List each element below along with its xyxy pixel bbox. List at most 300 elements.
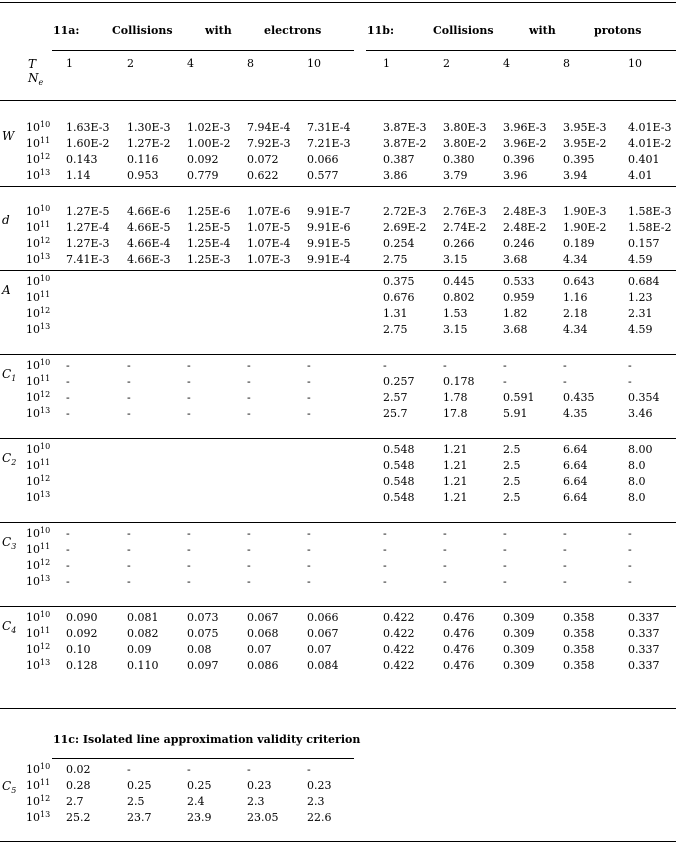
cell-validity: -: [187, 763, 191, 776]
cell-protons: 1.90E-3: [563, 205, 607, 218]
cell-protons: 1.16: [563, 291, 588, 304]
cell-protons: 0.548: [383, 443, 415, 456]
cell-protons: 6.64: [563, 443, 588, 456]
temperature-header-a: 2: [127, 57, 134, 70]
cell-protons: 3.79: [443, 169, 468, 182]
cell-electrons: 0.143: [66, 153, 98, 166]
cell-protons: -: [563, 375, 567, 388]
cell-validity: 0.23: [307, 779, 332, 792]
cell-electrons: 0.086: [247, 659, 279, 672]
cell-protons: 0.309: [503, 611, 535, 624]
cell-protons: 4.59: [628, 253, 653, 266]
cell-electrons: 0.084: [307, 659, 339, 672]
density-label: $10^{10}$: [26, 274, 51, 288]
cell-protons: 2.57: [383, 391, 408, 404]
row-group-label: A: [2, 283, 11, 297]
cell-electrons: 0.953: [127, 169, 159, 182]
cell-protons: -: [628, 559, 632, 572]
cell-protons: -: [383, 359, 387, 372]
cell-protons: 0.309: [503, 643, 535, 656]
cell-protons: 3.87E-2: [383, 137, 427, 150]
cell-protons: 2.5: [503, 443, 521, 456]
cell-electrons: 9.91E-4: [307, 253, 351, 266]
cell-protons: 0.254: [383, 237, 415, 250]
cell-electrons: -: [127, 527, 131, 540]
cell-electrons: -: [127, 543, 131, 556]
cell-protons: 0.354: [628, 391, 660, 404]
cell-electrons: 0.116: [127, 153, 159, 166]
density-label: $10^{12}$: [26, 642, 51, 656]
cell-electrons: -: [307, 391, 311, 404]
cell-protons: -: [503, 575, 507, 588]
cell-protons: 0.396: [503, 153, 535, 166]
cell-protons: 8.0: [628, 459, 646, 472]
cell-protons: 0.337: [628, 627, 660, 640]
cell-electrons: 1.25E-3: [187, 253, 231, 266]
cell-protons: 2.5: [503, 459, 521, 472]
cell-electrons: -: [307, 543, 311, 556]
cell-protons: 0.246: [503, 237, 535, 250]
cell-protons: 0.422: [383, 643, 415, 656]
cell-protons: 3.15: [443, 323, 468, 336]
cell-electrons: 1.30E-3: [127, 121, 171, 134]
density-label: $10^{11}$: [26, 136, 51, 150]
cell-electrons: -: [247, 559, 251, 572]
cell-protons: 1.21: [443, 475, 468, 488]
top-rule: [0, 2, 676, 3]
cell-protons: 1.58E-2: [628, 221, 672, 234]
cell-protons: 6.64: [563, 475, 588, 488]
density-label: $10^{13}$: [26, 490, 51, 504]
cell-electrons: -: [307, 359, 311, 372]
row-group-label: $C_3$: [2, 535, 17, 551]
cell-protons: 0.445: [443, 275, 475, 288]
cell-protons: 1.90E-2: [563, 221, 607, 234]
cell-protons: -: [503, 375, 507, 388]
cell-electrons: -: [187, 543, 191, 556]
cell-protons: 3.68: [503, 323, 528, 336]
cell-protons: 3.96E-3: [503, 121, 547, 134]
cell-protons: 1.23: [628, 291, 653, 304]
cell-protons: 0.375: [383, 275, 415, 288]
temperature-header-a: 1: [66, 57, 73, 70]
cell-electrons: -: [247, 543, 251, 556]
cell-electrons: 0.092: [187, 153, 219, 166]
cell-protons: 0.178: [443, 375, 475, 388]
cell-protons: -: [563, 543, 567, 556]
col-label-temperature: T: [28, 57, 37, 71]
block-rule: [0, 354, 676, 355]
cell-protons: -: [628, 543, 632, 556]
cell-protons: 1.31: [383, 307, 408, 320]
cell-electrons: 0.092: [66, 627, 98, 640]
cell-protons: 3.68: [503, 253, 528, 266]
cell-electrons: 1.27E-4: [66, 221, 110, 234]
cell-protons: -: [563, 575, 567, 588]
density-label: $10^{12}$: [26, 474, 51, 488]
cell-electrons: 4.66E-6: [127, 205, 171, 218]
cell-validity: 2.4: [187, 795, 205, 808]
density-label: $10^{10}$: [26, 762, 51, 776]
cell-electrons: 1.02E-3: [187, 121, 231, 134]
cell-electrons: 0.090: [66, 611, 98, 624]
cell-protons: 0.548: [383, 491, 415, 504]
cell-protons: -: [503, 359, 507, 372]
cell-protons: 2.76E-3: [443, 205, 487, 218]
cell-protons: 3.86: [383, 169, 408, 182]
cell-electrons: -: [127, 375, 131, 388]
cell-protons: 0.309: [503, 627, 535, 640]
cell-electrons: -: [307, 559, 311, 572]
density-label: $10^{11}$: [26, 542, 51, 556]
temperature-header-b: 4: [503, 57, 510, 70]
cell-protons: 0.548: [383, 475, 415, 488]
block-rule: [0, 438, 676, 439]
cell-electrons: -: [127, 391, 131, 404]
cell-protons: 0.476: [443, 627, 475, 640]
cell-electrons: 1.27E-5: [66, 205, 110, 218]
cell-protons: 4.01E-3: [628, 121, 672, 134]
cell-protons: 0.684: [628, 275, 660, 288]
cell-electrons: 0.082: [127, 627, 159, 640]
cell-protons: 4.01E-2: [628, 137, 672, 150]
cell-protons: 4.34: [563, 253, 588, 266]
cell-protons: 2.48E-3: [503, 205, 547, 218]
cell-protons: 3.80E-2: [443, 137, 487, 150]
cell-electrons: -: [66, 527, 70, 540]
temperature-header-a: 10: [307, 57, 321, 70]
density-label: $10^{11}$: [26, 220, 51, 234]
temperature-header-a: 8: [247, 57, 254, 70]
cell-protons: 0.548: [383, 459, 415, 472]
cell-validity: 23.7: [127, 811, 152, 824]
cell-validity: 25.2: [66, 811, 91, 824]
cell-electrons: 0.067: [307, 627, 339, 640]
cell-protons: 3.15: [443, 253, 468, 266]
group-a-word-3: electrons: [264, 24, 322, 37]
density-label: $10^{13}$: [26, 322, 51, 336]
cell-protons: 3.95E-2: [563, 137, 607, 150]
cell-electrons: -: [66, 391, 70, 404]
cell-protons: 0.157: [628, 237, 660, 250]
cell-protons: 3.87E-3: [383, 121, 427, 134]
density-label: $10^{11}$: [26, 290, 51, 304]
col-label-density: $N_e$: [28, 71, 44, 87]
cell-electrons: -: [127, 575, 131, 588]
cell-validity: 2.3: [307, 795, 325, 808]
cell-electrons: 1.07E-6: [247, 205, 291, 218]
cell-electrons: 4.66E-5: [127, 221, 171, 234]
density-label: $10^{13}$: [26, 168, 51, 182]
density-label: $10^{11}$: [26, 778, 51, 792]
cell-electrons: 7.92E-3: [247, 137, 291, 150]
cell-protons: -: [383, 559, 387, 572]
cell-protons: 1.21: [443, 491, 468, 504]
cell-protons: 2.18: [563, 307, 588, 320]
cell-electrons: -: [307, 527, 311, 540]
cell-protons: 6.64: [563, 459, 588, 472]
cell-protons: 0.401: [628, 153, 660, 166]
cell-validity: 23.9: [187, 811, 212, 824]
cell-electrons: 7.41E-3: [66, 253, 110, 266]
cell-electrons: -: [187, 391, 191, 404]
cell-electrons: 0.072: [247, 153, 279, 166]
cell-electrons: 0.073: [187, 611, 219, 624]
cell-electrons: 0.066: [307, 611, 339, 624]
cell-protons: 0.380: [443, 153, 475, 166]
cell-protons: 2.69E-2: [383, 221, 427, 234]
cell-protons: -: [443, 559, 447, 572]
cell-electrons: 1.00E-2: [187, 137, 231, 150]
cell-protons: 1.82: [503, 307, 528, 320]
group-a-word-2: with: [205, 24, 232, 37]
cell-electrons: 0.07: [307, 643, 332, 656]
cell-protons: 3.96E-2: [503, 137, 547, 150]
cell-protons: 0.358: [563, 627, 595, 640]
cell-electrons: -: [307, 375, 311, 388]
cell-validity: 23.05: [247, 811, 279, 824]
cell-electrons: 4.66E-3: [127, 253, 171, 266]
cell-protons: 0.358: [563, 611, 595, 624]
cell-electrons: 1.07E-4: [247, 237, 291, 250]
block-rule: [0, 270, 676, 271]
cell-electrons: 9.91E-7: [307, 205, 351, 218]
cell-protons: -: [563, 559, 567, 572]
density-label: $10^{13}$: [26, 810, 51, 824]
cell-protons: 4.59: [628, 323, 653, 336]
cell-protons: 1.21: [443, 443, 468, 456]
cell-electrons: 0.09: [127, 643, 152, 656]
cell-protons: 0.959: [503, 291, 535, 304]
cell-protons: 4.35: [563, 407, 588, 420]
temperature-header-b: 10: [628, 57, 642, 70]
cell-electrons: 9.91E-5: [307, 237, 351, 250]
cell-electrons: 1.27E-2: [127, 137, 171, 150]
cell-electrons: 0.08: [187, 643, 212, 656]
group-b-word-3: protons: [594, 24, 642, 37]
group-c-rule: [52, 758, 354, 759]
temperature-header-b: 1: [383, 57, 390, 70]
cell-protons: 6.64: [563, 491, 588, 504]
cell-electrons: 9.91E-6: [307, 221, 351, 234]
row-group-label: d: [2, 213, 10, 227]
cell-protons: 0.266: [443, 237, 475, 250]
cell-electrons: 0.128: [66, 659, 98, 672]
density-label: $10^{12}$: [26, 794, 51, 808]
cell-protons: 2.5: [503, 475, 521, 488]
block-rule: [0, 522, 676, 523]
group-b-id: 11b:: [367, 24, 395, 37]
cell-electrons: -: [66, 559, 70, 572]
cell-electrons: 0.075: [187, 627, 219, 640]
cell-protons: 2.5: [503, 491, 521, 504]
cell-electrons: -: [187, 527, 191, 540]
cell-protons: 0.591: [503, 391, 535, 404]
group-b-word-2: with: [529, 24, 556, 37]
cell-electrons: 0.081: [127, 611, 159, 624]
cell-protons: 0.676: [383, 291, 415, 304]
density-label: $10^{12}$: [26, 236, 51, 250]
cell-electrons: 1.25E-6: [187, 205, 231, 218]
density-label: $10^{13}$: [26, 252, 51, 266]
cell-protons: 3.95E-3: [563, 121, 607, 134]
cell-electrons: 1.27E-3: [66, 237, 110, 250]
cell-electrons: 4.66E-4: [127, 237, 171, 250]
cell-protons: -: [503, 543, 507, 556]
cell-electrons: 0.110: [127, 659, 159, 672]
cell-electrons: -: [247, 407, 251, 420]
cell-protons: 8.00: [628, 443, 653, 456]
cell-protons: 0.435: [563, 391, 595, 404]
cell-protons: -: [503, 559, 507, 572]
cell-electrons: -: [66, 575, 70, 588]
cell-protons: -: [443, 543, 447, 556]
cell-protons: -: [443, 575, 447, 588]
cell-protons: 1.58E-3: [628, 205, 672, 218]
cell-protons: 1.78: [443, 391, 468, 404]
cell-electrons: 1.25E-5: [187, 221, 231, 234]
cell-protons: 0.358: [563, 643, 595, 656]
density-label: $10^{12}$: [26, 306, 51, 320]
row-group-label: $C_4$: [2, 619, 17, 635]
cell-validity: -: [247, 763, 251, 776]
group-b-word-1: Collisions: [433, 24, 494, 37]
temperature-header-b: 2: [443, 57, 450, 70]
group-a-rule: [52, 50, 354, 51]
cell-protons: 0.476: [443, 659, 475, 672]
cell-electrons: 0.779: [187, 169, 219, 182]
cell-protons: 1.21: [443, 459, 468, 472]
bottom-rule: [0, 841, 676, 842]
cell-protons: 8.0: [628, 475, 646, 488]
cell-protons: 3.46: [628, 407, 653, 420]
density-label: $10^{10}$: [26, 358, 51, 372]
cell-protons: 0.533: [503, 275, 535, 288]
cell-electrons: -: [66, 543, 70, 556]
cell-protons: 3.94: [563, 169, 588, 182]
cell-validity: -: [307, 763, 311, 776]
cell-electrons: 1.07E-3: [247, 253, 291, 266]
cell-protons: -: [628, 527, 632, 540]
cell-validity: 0.25: [187, 779, 212, 792]
cell-electrons: 1.60E-2: [66, 137, 110, 150]
cell-protons: 0.387: [383, 153, 415, 166]
cell-protons: -: [563, 527, 567, 540]
cell-electrons: 1.25E-4: [187, 237, 231, 250]
cell-electrons: -: [66, 375, 70, 388]
cell-electrons: -: [187, 375, 191, 388]
cell-protons: 0.476: [443, 643, 475, 656]
cell-validity: -: [127, 763, 131, 776]
cell-electrons: -: [66, 407, 70, 420]
density-label: $10^{10}$: [26, 610, 51, 624]
cell-electrons: 7.31E-4: [307, 121, 351, 134]
cell-protons: -: [383, 527, 387, 540]
cell-protons: 0.189: [563, 237, 595, 250]
cell-protons: 5.91: [503, 407, 528, 420]
cell-protons: 0.358: [563, 659, 595, 672]
cell-protons: 0.422: [383, 659, 415, 672]
temperature-header-a: 4: [187, 57, 194, 70]
cell-protons: 25.7: [383, 407, 408, 420]
header-rule: [0, 100, 676, 101]
block-rule: [0, 186, 676, 187]
density-label: $10^{11}$: [26, 626, 51, 640]
density-label: $10^{13}$: [26, 574, 51, 588]
cell-electrons: 0.10: [66, 643, 91, 656]
cell-validity: 0.28: [66, 779, 91, 792]
temperature-header-b: 8: [563, 57, 570, 70]
cell-protons: 0.337: [628, 611, 660, 624]
cell-protons: 0.395: [563, 153, 595, 166]
cell-protons: 2.74E-2: [443, 221, 487, 234]
cell-electrons: 0.066: [307, 153, 339, 166]
cell-electrons: -: [247, 359, 251, 372]
row-group-label: $C_5$: [2, 779, 17, 795]
cell-validity: 0.02: [66, 763, 91, 776]
cell-electrons: -: [127, 559, 131, 572]
cell-protons: 0.422: [383, 627, 415, 640]
cell-electrons: -: [66, 359, 70, 372]
cell-protons: 3.96: [503, 169, 528, 182]
cell-electrons: -: [247, 575, 251, 588]
cell-electrons: 0.067: [247, 611, 279, 624]
cell-protons: 0.337: [628, 643, 660, 656]
cell-electrons: -: [247, 391, 251, 404]
cell-protons: 0.309: [503, 659, 535, 672]
density-label: $10^{11}$: [26, 458, 51, 472]
cell-validity: 0.25: [127, 779, 152, 792]
density-label: $10^{10}$: [26, 442, 51, 456]
section-rule: [0, 708, 676, 709]
density-label: $10^{12}$: [26, 558, 51, 572]
cell-protons: 17.8: [443, 407, 468, 420]
cell-electrons: 0.068: [247, 627, 279, 640]
cell-protons: -: [383, 575, 387, 588]
cell-electrons: -: [127, 359, 131, 372]
cell-electrons: -: [127, 407, 131, 420]
density-label: $10^{10}$: [26, 204, 51, 218]
cell-validity: 2.3: [247, 795, 265, 808]
cell-electrons: -: [187, 359, 191, 372]
cell-protons: -: [628, 575, 632, 588]
cell-electrons: 0.07: [247, 643, 272, 656]
cell-validity: 0.23: [247, 779, 272, 792]
density-label: $10^{10}$: [26, 120, 51, 134]
cell-electrons: -: [307, 407, 311, 420]
cell-electrons: 1.07E-5: [247, 221, 291, 234]
cell-protons: 1.53: [443, 307, 468, 320]
cell-protons: 2.75: [383, 253, 408, 266]
block-rule: [0, 606, 676, 607]
group-a-word-1: Collisions: [112, 24, 173, 37]
cell-protons: 4.34: [563, 323, 588, 336]
cell-validity: 22.6: [307, 811, 332, 824]
cell-protons: 8.0: [628, 491, 646, 504]
cell-electrons: 7.94E-4: [247, 121, 291, 134]
group-a-id: 11a:: [53, 24, 80, 37]
density-label: $10^{12}$: [26, 390, 51, 404]
cell-protons: 0.643: [563, 275, 595, 288]
cell-protons: 2.48E-2: [503, 221, 547, 234]
cell-electrons: -: [187, 559, 191, 572]
cell-protons: 0.337: [628, 659, 660, 672]
cell-electrons: 7.21E-3: [307, 137, 351, 150]
cell-protons: -: [443, 527, 447, 540]
cell-protons: -: [563, 359, 567, 372]
density-label: $10^{11}$: [26, 374, 51, 388]
density-label: $10^{13}$: [26, 406, 51, 420]
